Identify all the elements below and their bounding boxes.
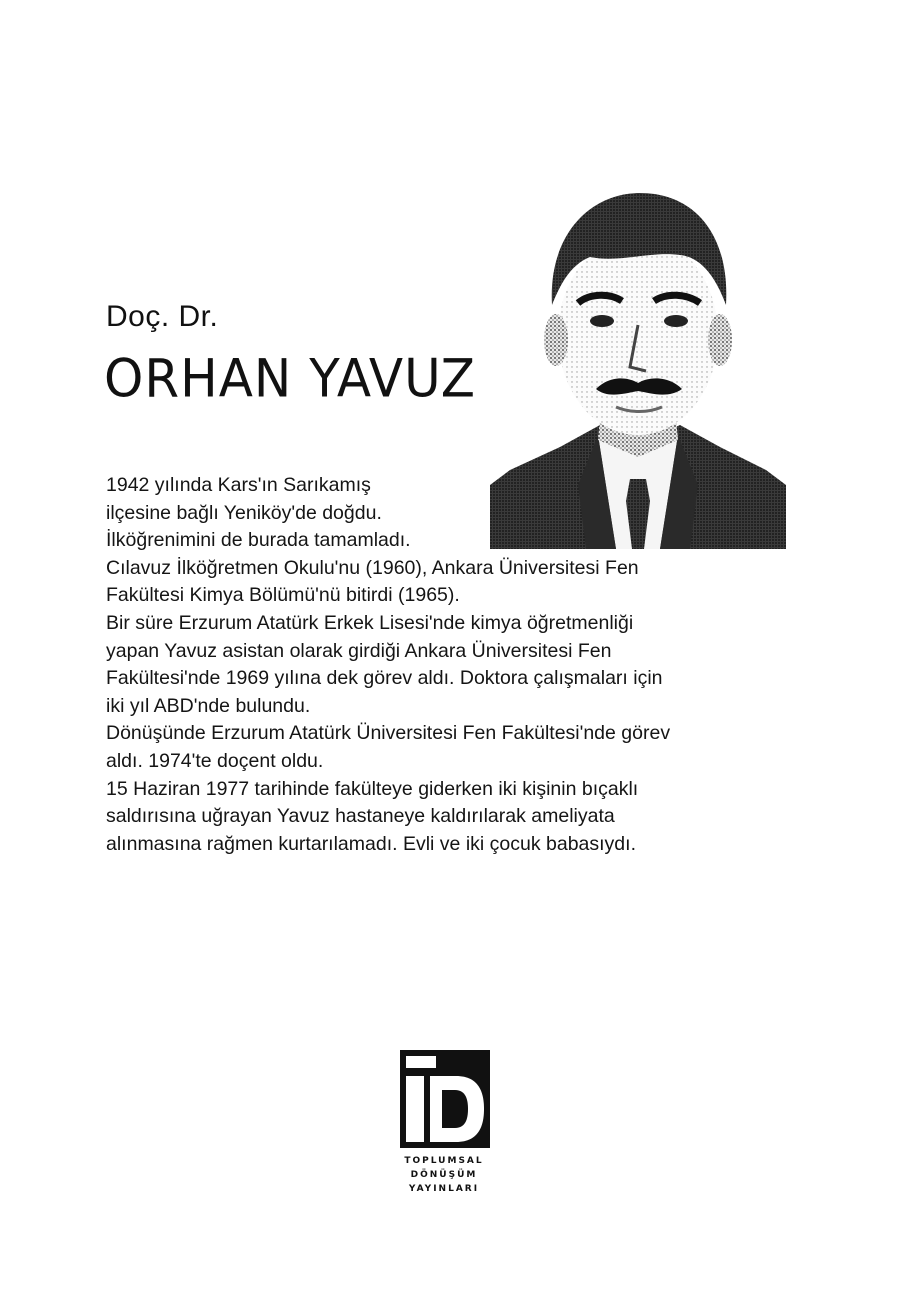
biography-line: Bir süre Erzurum Atatürk Erkek Lisesi'nde kimya öğretmenliği — [106, 611, 634, 634]
biography-line: 1942 yılında Kars'ın Sarıkamış — [106, 474, 371, 496]
biography-text — [106, 472, 806, 858]
publisher-name-line: TOPLUMSAL — [404, 1156, 484, 1166]
biography-line: iki yıl ABD'nde bulundu. — [106, 694, 311, 717]
biography-line: Fakültesi'nde 1969 yılına dek görev aldı. Doktora çalışmaları için — [106, 667, 663, 690]
publisher-logo-icon — [400, 1050, 490, 1148]
publisher-logo — [396, 1050, 492, 1200]
biography-line: alınmasına rağmen kurtarılamadı. Evli ve iki çocuk babasıydı. — [106, 832, 636, 855]
biography-line: İlköğrenimini de burada tamamladı. — [106, 529, 411, 552]
biography-line: 15 Haziran 1977 tarihinde fakülteye giderken iki kişinin bıçaklı — [106, 777, 639, 800]
biography-line: ilçesine bağlı Yeniköy'de doğdu. — [106, 501, 382, 524]
biography-line: yapan Yavuz asistan olarak girdiği Ankara Üniversitesi Fen — [106, 639, 612, 662]
title-prefix: Doç. Dr. — [106, 300, 219, 333]
biography-line: saldırısına uğrayan Yavuz hastaneye kaldırılarak ameliyata — [106, 805, 615, 828]
publisher-name-line: DÖNÜŞÜM — [410, 1170, 478, 1180]
person-name: ORHAN YAVUZ — [104, 348, 477, 409]
biography-line: Cılavuz İlköğretmen Okulu'nu (1960), Ankara Üniversitesi Fen — [106, 556, 639, 579]
publisher-name-line: YAYINLARI — [408, 1184, 480, 1194]
biography-line: Dönüşünde Erzurum Atatürk Üniversitesi Fen Fakültesi'nde görev — [106, 722, 671, 745]
biography-line: Fakültesi Kimya Bölümü'nü bitirdi (1965). — [106, 584, 460, 607]
publisher-name — [396, 1154, 492, 1196]
biography-line: aldı. 1974'te doçent oldu. — [106, 749, 324, 772]
